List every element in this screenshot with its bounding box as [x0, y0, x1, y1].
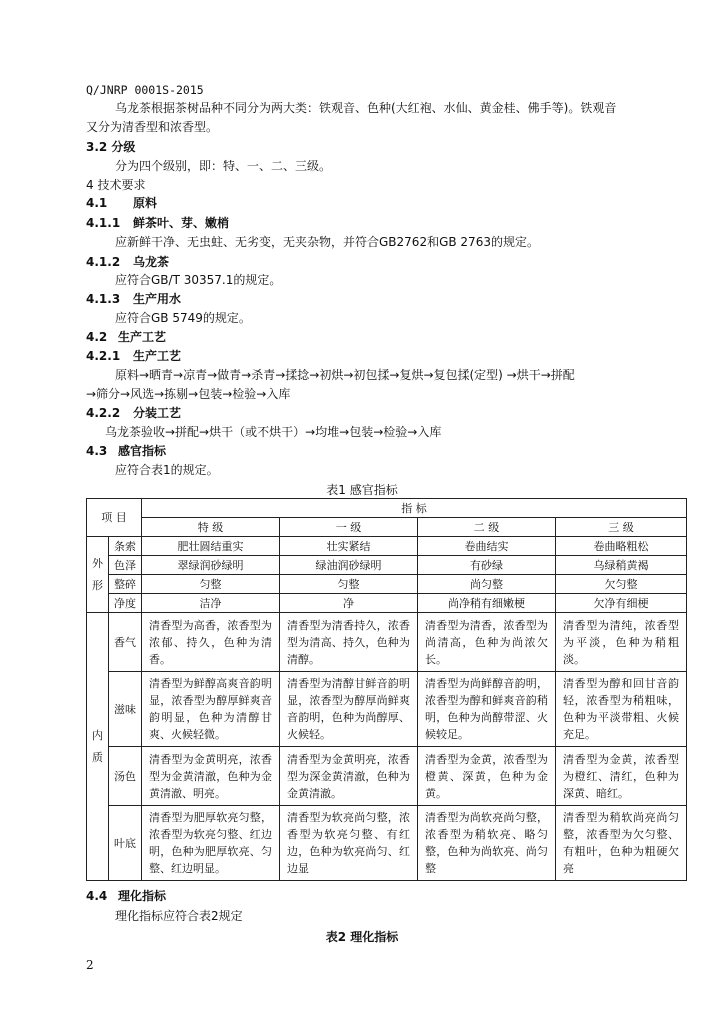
heading-4-2-1-number: 4.2.1	[86, 349, 121, 363]
table-cell: 尚净稍有细嫩梗	[418, 594, 556, 613]
row-label: 净度	[109, 594, 142, 613]
heading-4-4-title: 理化指标	[118, 889, 167, 903]
appearance-group-label: 外 形	[87, 537, 109, 613]
table-row	[87, 537, 687, 556]
heading-4-2-2-number: 4.2.2	[86, 406, 121, 420]
index-header: 指 标	[142, 499, 687, 518]
paragraph-4-1-3: 应符合GB 5749的规定。	[115, 311, 251, 325]
table-cell: 清香型为肥厚软亮匀整，浓香型为软亮匀整、红边明，色种为肥厚软亮、匀整、红边明显。	[142, 806, 280, 881]
intro-line-2: 又分为清香型和浓香型。	[86, 120, 219, 134]
paragraph-4-1-1: 应新鲜干净、无虫蛀、无劣变，无夹杂物，并符合GB2762和GB 2763的规定。	[115, 235, 539, 249]
process-flow-line-2: →筛分→风选→拣剔→包装→检验→入库	[86, 387, 291, 401]
table1-caption: 表1 感官指标	[326, 483, 398, 497]
table-cell: 欠匀整	[556, 575, 687, 594]
heading-4-2-title: 生产工艺	[118, 330, 167, 344]
table-cell: 清香型为金黄，浓香型为橙黄、深黄，色种为金黄。	[418, 747, 556, 806]
heading-4-2-number: 4.2	[86, 330, 108, 344]
heading-3-2: 3.2 分级	[86, 140, 136, 154]
heading-4-3-title: 感官指标	[118, 444, 167, 458]
table-cell: 清香型为稍软尚亮尚匀整，浓香型为欠匀整、有粗叶，色种为粗硬欠亮	[556, 806, 687, 881]
table-row	[87, 747, 687, 806]
heading-4-1-1-number: 4.1.1	[86, 216, 121, 230]
table-cell: 净	[280, 594, 418, 613]
row-label: 叶底	[109, 806, 142, 881]
heading-4-1-3-title: 生产用水	[133, 292, 182, 306]
process-flow-line-1: 原料→晒青→凉青→做青→杀青→揉捻→初烘→初包揉→复烘→复包揉(定型) →烘干→拼配	[115, 368, 575, 382]
heading-4-1-number: 4.1	[86, 196, 108, 210]
table-cell: 清香型为清香，浓香型为尚清高，色种为尚浓欠长。	[418, 613, 556, 672]
table-cell: 壮实紧结	[280, 537, 418, 556]
paragraph-4-1-2: 应符合GB/T 30357.1的规定。	[115, 273, 282, 287]
sensory-index-table	[86, 498, 687, 881]
internal-quality-group-label: 内 质	[87, 613, 109, 881]
row-label: 香气	[109, 613, 142, 672]
table-cell: 清香型为金黄，浓香型为橙红、清红，色种为深黄、暗红。	[556, 747, 687, 806]
row-label: 色泽	[109, 556, 142, 575]
table-cell: 清香型为尚软亮尚匀整，浓香型为稍软亮、略匀整，色种为尚软亮、尚匀整	[418, 806, 556, 881]
table-row	[87, 556, 687, 575]
table-cell: 清香型为清香持久，浓香型为清高、持久，色种为清醇。	[280, 613, 418, 672]
table-row	[87, 806, 687, 881]
table-cell: 清香型为金黄明亮，浓香型为金黄清澈，色种为金黄清澈、明亮。	[142, 747, 280, 806]
table-cell: 清香型为金黄明亮，浓香型为深金黄清澈，色种为金黄清澈。	[280, 747, 418, 806]
grade-header-row	[87, 518, 687, 537]
table-cell: 匀整	[142, 575, 280, 594]
heading-4-4-number: 4.4	[86, 889, 108, 903]
table-cell: 匀整	[280, 575, 418, 594]
table-cell: 清香型为鲜醇高爽音韵明显，浓香型为醇厚鲜爽音韵明显，色种为清醇甘爽、火候轻微。	[142, 672, 280, 747]
table-cell: 翠绿润砂绿明	[142, 556, 280, 575]
page-number: 2	[86, 958, 94, 972]
item-header: 项 目	[87, 499, 142, 537]
row-label: 滋味	[109, 672, 142, 747]
table-cell: 清香型为软亮尚匀整，浓香型为软亮匀整、有红边，色种为软亮尚匀、红边显	[280, 806, 418, 881]
grade-special: 特 级	[142, 518, 280, 537]
table-cell: 清香型为清醇甘鲜音韵明显，浓香型为醇厚尚鲜爽音韵明，色种为尚醇厚、火候轻。	[280, 672, 418, 747]
grade-second: 二 级	[418, 518, 556, 537]
row-label: 汤色	[109, 747, 142, 806]
row-label: 整碎	[109, 575, 142, 594]
heading-4-1-1-title: 鲜茶叶、芽、嫩梢	[133, 216, 230, 230]
table-cell: 卷曲结实	[418, 537, 556, 556]
row-label: 条索	[109, 537, 142, 556]
table-cell: 尚匀整	[418, 575, 556, 594]
heading-4-2-2-title: 分装工艺	[133, 406, 182, 420]
table-cell: 清香型为尚鲜醇音韵明，浓香型为醇和鲜爽音韵稍明，色种为尚醇带涩、火候较足。	[418, 672, 556, 747]
paragraph-4-4: 理化指标应符合表2规定	[115, 909, 243, 923]
paragraph-3-2: 分为四个级别，即：特、一、二、三级。	[115, 159, 332, 173]
table-row	[87, 575, 687, 594]
heading-4-1-3-number: 4.1.3	[86, 292, 121, 306]
table-cell: 清香型为清纯，浓香型为平淡，色种为稍粗淡。	[556, 613, 687, 672]
heading-4: 4 技术要求	[86, 178, 146, 192]
table-row	[87, 594, 687, 613]
packaging-flow: 乌龙茶验收→拼配→烘干（或不烘干）→均堆→包装→检验→入库	[105, 425, 442, 439]
paragraph-4-3: 应符合表1的规定。	[115, 463, 219, 477]
table-cell: 绿油润砂绿明	[280, 556, 418, 575]
grade-first: 一 级	[280, 518, 418, 537]
table-header-row	[87, 499, 687, 518]
table-cell: 卷曲略粗松	[556, 537, 687, 556]
table-cell: 清香型为醇和回甘音韵轻，浓香型为稍粗味，色种为平淡带粗、火候充足。	[556, 672, 687, 747]
table2-caption: 表2 理化指标	[325, 930, 399, 944]
intro-line-1: 乌龙茶根据茶树品种不同分为两大类：铁观音、色种(大红袍、水仙、黄金桂、佛手等)。铁观音	[115, 101, 617, 115]
standard-code: Q/JNRP 0001S-2015	[86, 83, 204, 97]
table-row	[87, 672, 687, 747]
table-cell: 有砂绿	[418, 556, 556, 575]
grade-third: 三 级	[556, 518, 687, 537]
heading-4-1-title: 原料	[133, 196, 158, 210]
table-cell: 乌绿稍黄褐	[556, 556, 687, 575]
table-cell: 欠净有细梗	[556, 594, 687, 613]
table-cell: 清香型为高香，浓香型为浓郁、持久，色种为清香。	[142, 613, 280, 672]
table-cell: 肥壮圆结重实	[142, 537, 280, 556]
table-cell: 洁净	[142, 594, 280, 613]
heading-4-2-1-title: 生产工艺	[133, 349, 182, 363]
table-row	[87, 613, 687, 672]
heading-4-3-number: 4.3	[86, 444, 108, 458]
heading-4-1-2-title: 乌龙茶	[133, 255, 170, 269]
heading-4-1-2-number: 4.1.2	[86, 255, 121, 269]
